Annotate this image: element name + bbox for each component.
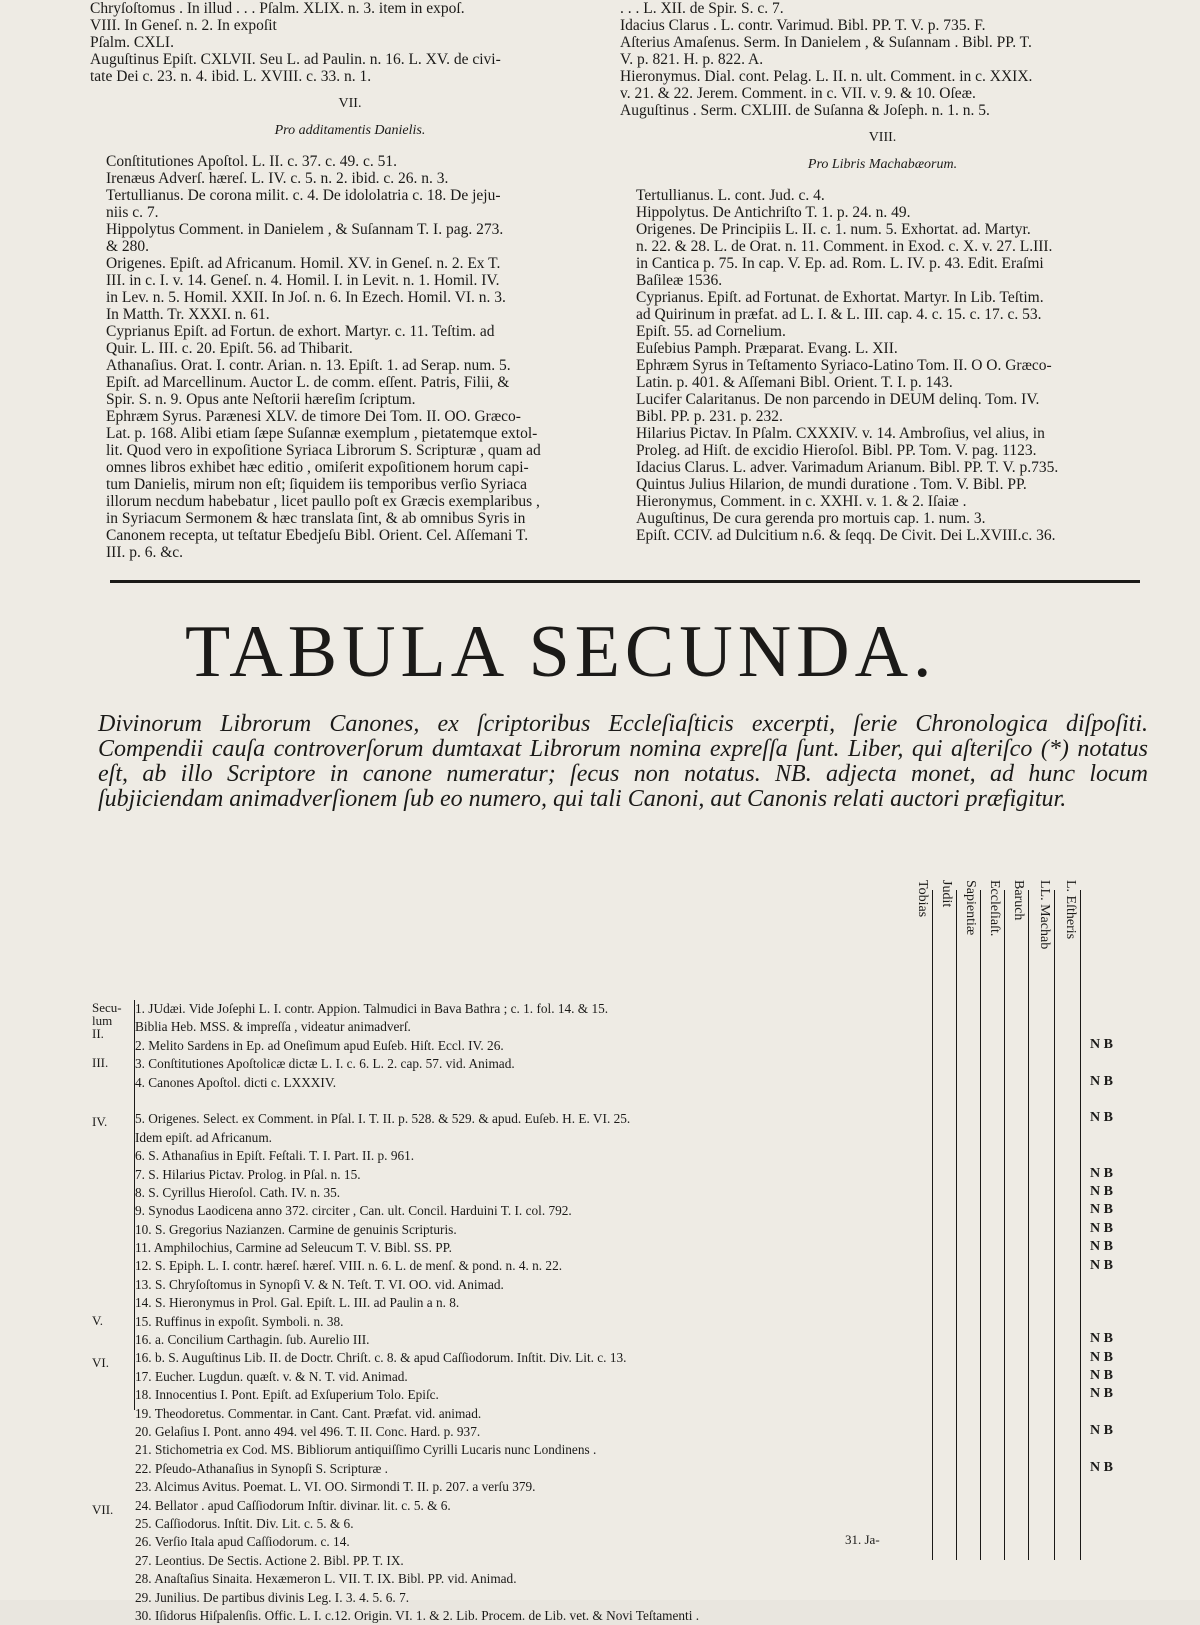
intro-paragraph: Divinorum Librorum Canones, ex ſcriptoribus Eccleſiaſticis excerpti, ſerie Chronologica diſpoſiti. Compendii cauſa controverſorum dumtaxat Librorum nomina expreſſa ſunt. Liber, qui aſteriſco (*) notatus eſt, ab illo Scriptore in canone numeratur; ſecus non notatus. NB. adjecta monet, ad hunc locum ſubjiciendam animadverſionem ſub eo numero, qui tali Canoni, aut Canonis relati auctori præfigitur. — [98, 711, 1148, 812]
nb-mark: N B — [1090, 1184, 1113, 1199]
seculum-label: VII. — [92, 1502, 114, 1518]
entry-line: Cyprianus. Epiſt. ad Fortunat. de Exhortat. Martyr. In Lib. Teſtim. — [636, 289, 1044, 306]
table-row: 25. Caſſiodorus. Inſtit. Div. Lit. c. 5. & 6. — [135, 1515, 354, 1531]
table-row: 5. Origenes. Select. ex Comment. in Pſal. I. T. II. p. 528. & 529. & apud. Euſeb. H. E. VI. 25. — [135, 1111, 631, 1127]
column-header: Baruch — [1011, 880, 1026, 921]
nb-mark: N B — [1090, 1368, 1113, 1383]
column-header: LL. Machab — [1037, 880, 1052, 950]
entry-line: Origenes. De Principiis L. II. c. 1. num. 5. Exhortat. ad. Martyr. — [636, 221, 1031, 238]
entry-line: n. 22. & 28. L. de Orat. n. 11. Comment. in Exod. c. X. v. 27. L.III. — [636, 238, 1053, 255]
entry-line: Auguſtinus, De cura gerenda pro mortuis cap. 1. num. 3. — [636, 510, 986, 527]
text-line: Pſalm. CXLI. — [90, 34, 174, 51]
canon-table — [0, 880, 1200, 1623]
entry-line: Cyprianus Epiſt. ad Fortun. de exhort. Martyr. c. 11. Teſtim. ad — [106, 323, 495, 340]
entry-line: Tertullianus. De corona milit. c. 4. De idololatria c. 18. De jeju- — [106, 187, 501, 204]
column-rule — [932, 890, 933, 1560]
table-row: 29. Junilius. De partibus divinis Leg. I. 3. 4. 5. 6. 7. — [135, 1589, 410, 1605]
table-row: 13. S. Chryſoſtomus in Synopſi V. & N. Teſt. T. VI. OO. vid. Animad. — [135, 1276, 504, 1292]
text-line: Idacius Clarus . L. contr. Varimud. Bibl. PP. T. V. p. 735. F. — [620, 17, 986, 34]
section-number: VII. — [338, 96, 362, 111]
entry-line: In Matth. Tr. XXXI. n. 61. — [106, 306, 270, 323]
entry-line: Lat. p. 168. Alibi etiam ſæpe Suſannæ exemplum , pietatemque extol- — [106, 425, 538, 442]
table-row: 28. Anaſtaſius Sinaita. Hexæmeron L. VII. T. IX. Bibl. PP. vid. Animad. — [135, 1571, 517, 1587]
column-rule — [1004, 890, 1005, 1560]
left-column — [90, 0, 610, 561]
table-row: 10. S. Gregorius Nazianzen. Carmine de genuinis Scripturis. — [135, 1221, 457, 1237]
text-line: v. 21. & 22. Jerem. Comment. in c. VII. v. 9. & 10. Oſeæ. — [620, 85, 976, 102]
entry-line: in Cantica p. 75. In cap. V. Ep. ad. Rom. L. IV. p. 43. Edit. Eraſmi — [636, 255, 1044, 272]
nb-mark: N B — [1090, 1202, 1113, 1218]
column-header: Sapientiæ — [963, 880, 978, 936]
table-row: 21. Stichometria ex Cod. MS. Bibliorum antiquiſſimo Cyrilli Lucaris nunc Londinens . — [135, 1442, 597, 1458]
column-rule — [980, 890, 981, 1560]
entry-line: Ephræm Syrus in Teſtamento Syriaco-Latino Tom. II. O O. Græco- — [636, 357, 1052, 374]
entry-line: Epiſt. ad Marcellinum. Auctor L. de comm. eſſent. Patris, Filii, & — [106, 374, 510, 391]
table-row: 22. Pſeudo-Athanaſius in Synopſi S. Scripturæ . — [135, 1460, 389, 1476]
table-row: 12. S. Epiph. L. I. contr. hæreſ. hæreſ. VIII. n. 6. L. de menſ. & pond. n. 4. n. 22. — [135, 1258, 563, 1274]
text-line: Hieronymus. Dial. cont. Pelag. L. II. n. ult. Comment. in c. XXIX. — [620, 68, 1033, 85]
entry-line: Baſileæ 1536. — [636, 272, 723, 289]
canon-list — [135, 1000, 915, 1625]
section-title: Pro Libris Machabæorum. — [807, 157, 958, 172]
table-row: 2. Melito Sardens in Ep. ad Oneſimum apud Euſeb. Hiſt. Eccl. IV. 26. — [135, 1037, 504, 1053]
text-line: V. p. 821. H. p. 822. A. — [620, 51, 764, 68]
entry-line: niis c. 7. — [106, 204, 159, 221]
seculum-label: VI. — [92, 1355, 109, 1371]
column-rule — [1054, 890, 1055, 1560]
nb-mark: N B — [1090, 1110, 1113, 1126]
entry-line: Proleg. ad Hiſt. de excidio Hieroſol. Bibl. PP. Tom. V. pag. 1123. — [636, 442, 1037, 459]
table-row: 19. Theodoretus. Commentar. in Cant. Cant. Præfat. vid. animad. — [135, 1405, 482, 1421]
entry-line: Hippolytus. De Antichriſto T. 1. p. 24. n. 49. — [636, 204, 911, 221]
table-row: 17. Eucher. Lugdun. quæſt. v. & N. T. vid. Animad. — [135, 1368, 408, 1384]
table-row: 18. Innocentius I. Pont. Epiſt. ad Exſuperium Tolo. Epiſc. — [135, 1387, 439, 1403]
table-row: Biblia Heb. MSS. & impreſſa , videatur animadverſ. — [135, 1019, 411, 1035]
nb-mark: N B — [1090, 1423, 1113, 1439]
entry-line: Ephræm Syrus. Parænesi XLV. de timore Dei Tom. II. OO. Græco- — [106, 408, 521, 425]
entry-line: Canonem recepta, ut teſtatur Ebedjeſu Bibl. Orient. Cel. Aſſemani T. — [106, 527, 529, 544]
catchword: 31. Ja- — [845, 1532, 880, 1547]
column-header: Judit — [939, 880, 954, 908]
table-row: Idem epiſt. ad Africanum. — [135, 1129, 272, 1145]
text-line: Auguſtinus . Serm. CXLIII. de Suſanna & Joſeph. n. 1. n. 5. — [620, 102, 990, 119]
nb-mark: N B — [1090, 1460, 1113, 1475]
entry-line: Latin. p. 401. & Aſſemani Bibl. Orient. T. I. p. 143. — [636, 374, 953, 391]
entry-line: Hippolytus Comment. in Danielem , & Suſannam T. I. pag. 273. — [106, 221, 504, 238]
nb-mark: N B — [1090, 1257, 1113, 1273]
table-row: 26. Verſio Itala apud Caſſiodorum. c. 14. — [135, 1534, 350, 1550]
text-line: Auguſtinus Epiſt. CXLVII. Seu L. ad Paulin. n. 16. L. XV. de civi- — [90, 51, 501, 68]
entry-line: Quir. L. III. c. 20. Epiſt. 56. ad Thibarit. — [106, 340, 353, 357]
entry-line: Euſebius Pamph. Præparat. Evang. L. XII. — [636, 340, 898, 357]
seculum-label: III. — [92, 1055, 109, 1071]
column-header: Tobias — [915, 880, 930, 918]
entry-line: III. p. 6. &c. — [106, 544, 184, 561]
entry-line: Origenes. Epiſt. ad Africanum. Homil. XV. in Geneſ. n. 2. Ex T. — [106, 255, 501, 272]
text-line: tate Dei c. 23. n. 4. ibid. L. XVIII. c. 33. n. 1. — [90, 68, 372, 85]
table-row: 24. Bellator . apud Caſſiodorum Inſtir. divinar. lit. c. 5. & 6. — [135, 1497, 451, 1513]
nb-mark: N B — [1090, 1331, 1113, 1347]
table-row: 30. Iſidorus Hiſpalenſis. Offic. L. I. c.12. Origin. VI. 1. & 2. Lib. Procem. de Lib. vet. & Novi Teſtamenti . — [135, 1607, 700, 1623]
entry-line: in Syriacum Sermonem & hæc translata ſint, & ab omnibus Syris in — [106, 510, 526, 527]
section-number: VIII. — [868, 130, 897, 145]
entry-line: Bibl. PP. p. 231. p. 232. — [636, 408, 783, 425]
entry-line: Epiſt. CCIV. ad Dulcitium n.6. & ſeqq. De Civit. Dei L.XVIII.c. 36. — [636, 527, 1056, 544]
entry-line: Idacius Clarus. L. adver. Varimadum Arianum. Bibl. PP. T. V. p.735. — [636, 459, 1059, 476]
nb-mark: N B — [1090, 1165, 1113, 1181]
column-rule — [956, 890, 957, 1560]
table-row: 15. Ruffinus in expoſit. Symboli. n. 38. — [135, 1313, 344, 1329]
table-row: 8. S. Cyrillus Hieroſol. Cath. IV. n. 35. — [135, 1184, 341, 1200]
seculum-label: V. — [92, 1312, 103, 1328]
text-line: Chryſoſtomus . In illud . . . Pſalm. XLIX. n. 3. item in expoſ. — [90, 0, 465, 17]
seculum-label: II. — [92, 1025, 104, 1041]
entry-line: lit. Quod vero in expoſitione Syriaca Librorum S. Scripturæ , quam ad — [106, 442, 541, 459]
nb-mark: N B — [1090, 1239, 1113, 1255]
nb-mark: N B — [1090, 1220, 1113, 1236]
text-line: . . . L. XII. de Spir. S. c. 7. — [620, 0, 784, 17]
table-row: 11. Amphilochius, Carmine ad Seleucum T. V. Bibl. SS. PP. — [135, 1240, 452, 1256]
entry-line: & 280. — [106, 238, 150, 255]
table-row: 23. Alcimus Avitus. Poemat. L. VI. OO. Sirmondi T. II. p. 207. a verſu 379. — [135, 1479, 536, 1495]
table-row: 3. Conſtitutiones Apoſtolicæ dictæ L. I. c. 6. L. 2. cap. 57. vid. Animad. — [135, 1056, 515, 1072]
column-rule — [1080, 890, 1081, 1560]
entry-line: Lucifer Calaritanus. De non parcendo in DEUM delinq. Tom. IV. — [636, 391, 1040, 408]
nb-mark: N B — [1090, 1036, 1113, 1052]
entry-line: Irenæus Adverſ. hæreſ. L. IV. c. 5. n. 2. ibid. c. 26. n. 3. — [106, 170, 449, 187]
table-row: 16. a. Concilium Carthagin. ſub. Aurelio III. — [135, 1332, 370, 1348]
entry-line: III. in c. I. v. 14. Geneſ. n. 4. Homil. I. in Levit. n. 1. Homil. IV. — [106, 272, 500, 289]
table-row: 4. Canones Apoſtol. dicti c. LXXXIV. — [135, 1074, 337, 1090]
seculum-label: IV. — [92, 1114, 108, 1130]
entry-line: tum Danielis, mirum non eſt; ſiquidem iis temporibus verſio Syriaca — [106, 476, 528, 493]
table-row: 9. Synodus Laodicena anno 372. circiter , Can. ult. Concil. Harduini T. I. col. 792. — [135, 1203, 572, 1219]
table-row: 7. S. Hilarius Pictav. Prolog. in Pſal. n. 15. — [135, 1166, 361, 1182]
nb-mark: N B — [1090, 1386, 1113, 1402]
divider-rule — [110, 580, 1140, 583]
table-row: 6. S. Athanaſius in Epiſt. Feſtali. T. I. Part. II. p. 961. — [135, 1148, 415, 1164]
entry-line: Athanaſius. Orat. I. contr. Arian. n. 13. Epiſt. 1. ad Serap. num. 5. — [106, 357, 511, 374]
column-header: Eccleſiaſt. — [987, 880, 1002, 937]
table-row: 27. Leontius. De Sectis. Actione 2. Bibl. PP. T. IX. — [135, 1552, 404, 1568]
page-title: TABULA SECUNDA. — [185, 611, 937, 693]
section-title: Pro additamentis Danielis. — [274, 123, 426, 138]
text-line: Aſterius Amaſenus. Serm. In Danielem , & Suſannam . Bibl. PP. T. — [620, 34, 1032, 51]
text-line: VIII. In Geneſ. n. 2. In expoſit — [90, 17, 277, 34]
table-row: 1. JUdæi. Vide Joſephi L. I. contr. Appion. Talmudici in Bava Bathra ; c. 1. fol. 14. & 15. — [135, 1001, 609, 1016]
entry-line: ad Quirinum in præfat. ad L. I. & L. III. cap. 4. c. 15. c. 17. c. 53. — [636, 306, 1042, 323]
entry-line: omnes libros exhibet hæc editio , omiſerit expoſitionem horum capi- — [106, 459, 529, 476]
table-row: 14. S. Hieronymus in Prol. Gal. Epiſt. L. III. ad Paulin a n. 8. — [135, 1295, 460, 1311]
table-row: 16. b. S. Auguſtinus Lib. II. de Doctr. Chriſt. c. 8. & apud Caſſiodorum. Inſtit. Div. Lit. c. 13. — [135, 1350, 627, 1366]
column-rule — [1028, 890, 1029, 1560]
entry-line: Quintus Julius Hilarion, de mundi duratione . Tom. V. Bibl. PP. — [636, 476, 1027, 493]
entry-line: Spir. S. n. 9. Opus ante Neſtorii hæreſim ſcriptum. — [106, 391, 416, 408]
entry-line: Hilarius Pictav. In Pſalm. CXXXIV. v. 14. Ambroſius, vel alius, in — [636, 425, 1045, 442]
entry-line: Hieronymus, Comment. in c. XXHI. v. 1. & 2. Iſaiæ . — [636, 493, 967, 510]
entry-line: Epiſt. 55. ad Cornelium. — [636, 323, 786, 340]
entry-line: Tertullianus. L. cont. Jud. c. 4. — [636, 187, 825, 204]
entry-line: Conſtitutiones Apoſtol. L. II. c. 37. c. 49. c. 51. — [106, 153, 398, 170]
seculum-label: lum — [92, 1012, 113, 1028]
table-row: 20. Gelaſius I. Pont. anno 494. vel 496. T. II. Conc. Hard. p. 937. — [135, 1423, 481, 1439]
entry-line: in Lev. n. 5. Homil. XXII. In Joſ. n. 6. In Ezech. Homil. VI. n. 3. — [106, 289, 506, 306]
nb-mark: N B — [1090, 1073, 1113, 1089]
nb-mark: N B — [1090, 1349, 1113, 1365]
entry-line: illorum necdum habebatur , licet paullo poſt ex Græcis exemplaribus , — [106, 493, 540, 510]
column-header: L. Eſtheris — [1063, 880, 1078, 940]
right-column — [620, 0, 1145, 544]
table-row — [135, 1092, 915, 1110]
seculum-label: Secu- — [92, 1000, 122, 1015]
